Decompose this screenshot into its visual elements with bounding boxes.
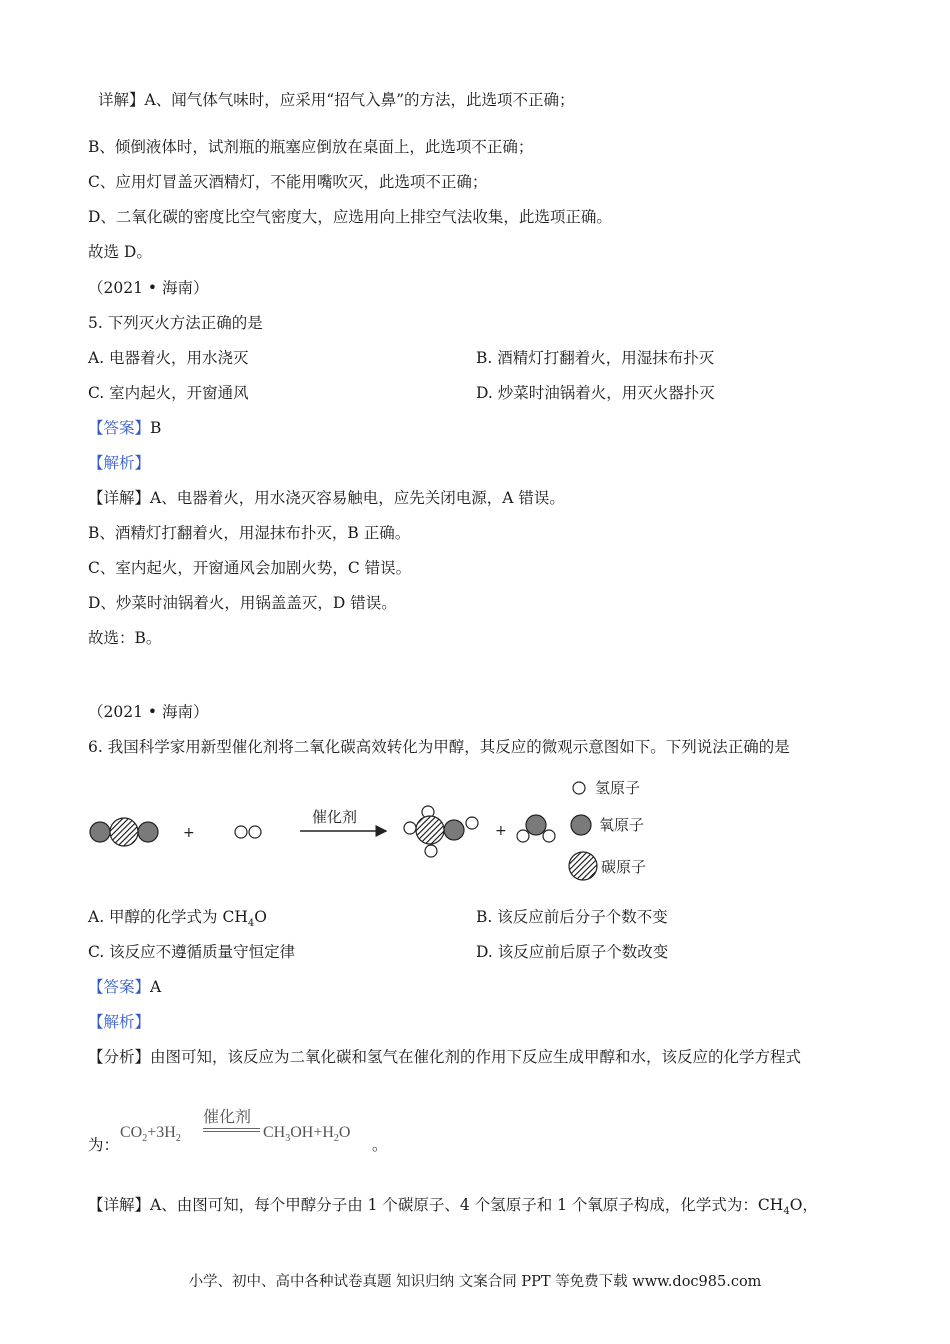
q5-option-c: C. 室内起火，开窗通风 bbox=[88, 384, 249, 402]
legend-carbon-label: 碳原子 bbox=[601, 858, 647, 876]
legend-oxygen-icon bbox=[571, 815, 591, 835]
q5-option-d: D. 炒菜时油锅着火，用灭火器扑灭 bbox=[476, 384, 715, 402]
oxygen-atom bbox=[90, 822, 110, 842]
q5-answer-tag: 【答案】 bbox=[88, 419, 151, 437]
hydrogen-atom bbox=[249, 826, 261, 838]
q6-source: （2021 • 海南） bbox=[88, 703, 209, 721]
hydrogen-atom bbox=[543, 830, 555, 842]
plus-sign-1: + bbox=[183, 825, 195, 841]
q5-analysis-tag: 【解析】 bbox=[88, 454, 151, 472]
legend-oxygen-label: 氧原子 bbox=[599, 816, 645, 834]
legend-hydrogen-icon bbox=[573, 782, 585, 794]
carbon-atom bbox=[110, 818, 138, 846]
equation-reactants: $CO_2+3H_2$ bbox=[120, 1124, 181, 1145]
q6-answer: A bbox=[150, 978, 162, 996]
q6-analysis-text: 由图可知，该反应为二氧化碳和氢气在催化剂的作用下反应生成甲醇和水，该反应的化学方程式 bbox=[150, 1048, 802, 1066]
q6-option-a: A. 甲醇的化学式为 $CH_4O$ bbox=[88, 908, 267, 930]
catalyst-label: 催化剂 bbox=[312, 808, 358, 826]
hydrogen-atom bbox=[404, 822, 416, 834]
legend-carbon-icon bbox=[569, 852, 597, 880]
q6-option-d: D. 该反应前后原子个数改变 bbox=[476, 943, 669, 961]
q6-answer-line bbox=[88, 977, 161, 997]
q5-detail-a-line bbox=[88, 488, 565, 508]
page-footer: 小学、初中、高中各种试卷真题 知识归纳 文案合同 PPT 等免费下载 www.doc985.com bbox=[188, 1274, 762, 1290]
co2-molecule bbox=[90, 818, 158, 846]
q5-detail-a: A、电器着火，用水浇灭容易触电，应先关闭电源，A 错误。 bbox=[150, 489, 565, 507]
q6-answer-tag: 【答案】 bbox=[88, 978, 151, 996]
q6-eq-end: 。 bbox=[372, 1136, 388, 1154]
hydrogen-atom bbox=[425, 845, 437, 857]
atom-legend bbox=[569, 779, 646, 880]
oxygen-atom bbox=[138, 822, 158, 842]
q5-detail-c: C、室内起火，开窗通风会加剧火势，C 错误。 bbox=[88, 559, 412, 577]
q5-option-b: B. 酒精灯打翻着火，用湿抹布扑灭 bbox=[476, 349, 715, 367]
q6-detail-tag: 【详解】 bbox=[88, 1196, 151, 1214]
q6-detail-a-line: 【详解】A、由图可知，每个甲醇分子由 1 个碳原子、4 个氢原子和 1 个氧原子构成，化学式为：$CH_4O$， bbox=[88, 1196, 818, 1218]
hydrogen-atom bbox=[517, 830, 529, 842]
hydrogen-atom bbox=[235, 826, 247, 838]
q5-answer: B bbox=[150, 419, 162, 437]
q4-detail-b: B、倾倒液体时，试剂瓶的瓶塞应倒放在桌面上，此选项不正确； bbox=[88, 138, 534, 156]
equation-catalyst-label: 催化剂 bbox=[203, 1107, 252, 1126]
q4-detail-c: C、应用灯冒盖灭酒精灯，不能用嘴吹灭，此选项不正确； bbox=[88, 173, 488, 191]
reaction-diagram bbox=[80, 770, 680, 890]
methanol-molecule bbox=[404, 806, 478, 857]
q6-option-b: B. 该反应前后分子个数不变 bbox=[476, 908, 668, 926]
oxygen-atom bbox=[526, 815, 546, 835]
q5-stem: 5. 下列灭火方法正确的是 bbox=[88, 314, 263, 332]
q4-choice: 故选 D。 bbox=[88, 243, 152, 261]
equation-equals-bar bbox=[203, 1128, 260, 1132]
q5-answer-line bbox=[88, 418, 161, 438]
oxygen-atom bbox=[444, 820, 464, 840]
q4-detail-d: D、二氧化碳的密度比空气密度大，应选用向上排空气法收集，此选项正确。 bbox=[88, 208, 612, 226]
q5-detail-d: D、炒菜时油锅着火，用锅盖盖灭，D 错误。 bbox=[88, 594, 397, 612]
q6-stem: 6. 我国科学家用新型催化剂将二氧化碳高效转化为甲醇，其反应的微观示意图如下。下列说法正确的是 bbox=[88, 738, 790, 756]
q6-eq-prefix: 为： bbox=[88, 1136, 120, 1154]
equation-products: $CH_3OH+H_2O$ bbox=[263, 1124, 351, 1145]
q5-choice: 故选：B。 bbox=[88, 629, 162, 647]
q6-analysis-line bbox=[88, 1047, 801, 1067]
q6-option-c: C. 该反应不遵循质量守恒定律 bbox=[88, 943, 296, 961]
q5-option-a: A. 电器着火，用水浇灭 bbox=[88, 349, 249, 367]
q4-detail-a: 详解】A、闻气体气味时，应采用“招气入鼻”的方法，此选项不正确； bbox=[98, 91, 575, 109]
water-molecule bbox=[517, 815, 555, 842]
hydrogen-atom bbox=[466, 817, 478, 829]
q6-analysis-pre: 【分析】 bbox=[88, 1048, 151, 1066]
h2-molecule bbox=[235, 826, 261, 838]
plus-sign-2: + bbox=[495, 823, 507, 839]
q6-analysis-tag: 【解析】 bbox=[88, 1013, 151, 1031]
q5-source: （2021 • 海南） bbox=[88, 279, 209, 297]
carbon-atom bbox=[416, 816, 444, 844]
q5-detail-b: B、酒精灯打翻着火，用湿抹布扑灭，B 正确。 bbox=[88, 524, 411, 542]
q5-detail-tag: 【详解】 bbox=[88, 489, 151, 507]
legend-hydrogen-label: 氢原子 bbox=[595, 779, 641, 797]
